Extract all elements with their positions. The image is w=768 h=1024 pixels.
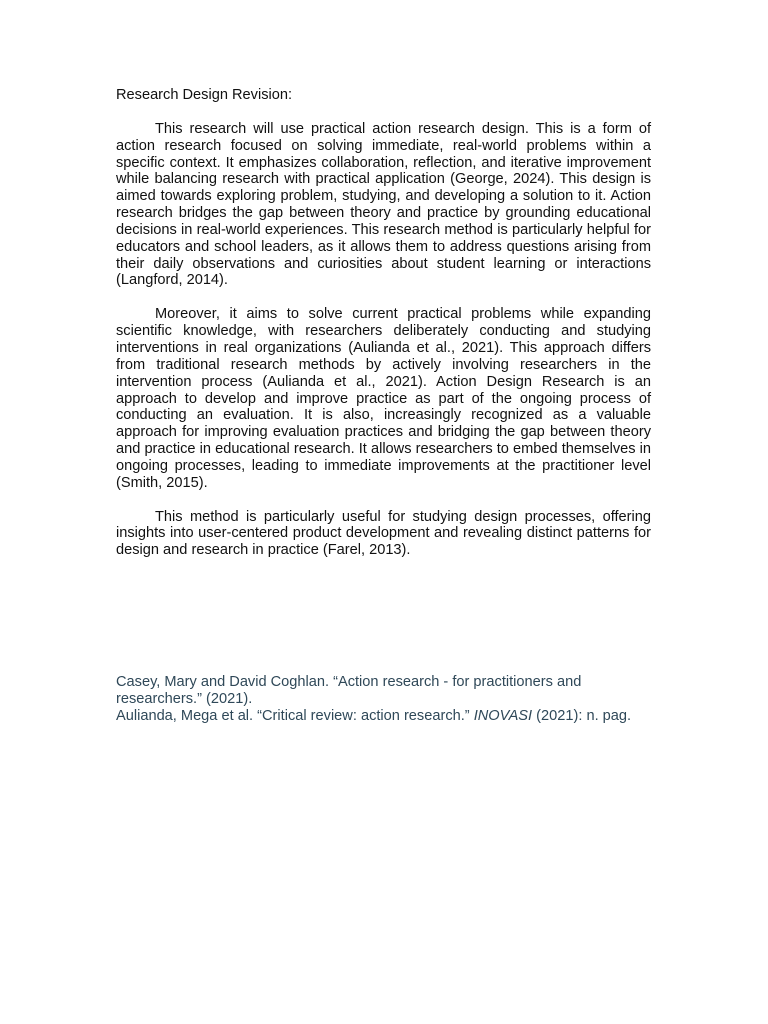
reference-aulianda-journal: INOVASI: [473, 707, 533, 724]
reference-aulianda-prefix: Aulianda, Mega et al. “Critical review: action research.”: [116, 707, 474, 724]
reference-list: [116, 674, 651, 725]
reference-aulianda-suffix: (2021): n. pag.: [532, 707, 632, 724]
document-body: [116, 87, 651, 576]
reference-aulianda: [116, 708, 651, 725]
reference-casey: Casey, Mary and David Coghlan. “Action research - for practitioners and researchers.” (2021).: [116, 674, 582, 707]
section-heading: Research Design Revision:: [116, 87, 293, 103]
paragraph-2: Moreover, it aims to solve current practical problems while expanding scientific knowledge, with researchers deliberately conducting and studying interventions in real organizations (Aulianda et al., 2021). This approach differs from traditional research methods by actively involving researchers in the intervention process (Aulianda et al., 2021). Action Design Research is an approach to develop and improve practice as part of the ongoing process of conducting an evaluation. It is also, increasingly recognized as a valuable approach for improving evaluation practices and bridging the gap between theory and practice in educational research. It allows researchers to embed themselves in ongoing processes, leading to immediate improvements at the practitioner level (Smith, 2015).: [116, 306, 651, 491]
paragraph-1: This research will use practical action research design. This is a form of action research focused on solving immediate, real-world problems within a specific context. It emphasizes collaboration, reflection, and iterative improvement while balancing research with practical application (George, 2024). This design is aimed towards exploring problem, studying, and developing a solution to it. Action research bridges the gap between theory and practice by grounding educational decisions in real-world experiences. This research method is particularly helpful for educators and school leaders, as it allows them to address questions arising from their daily observations and curiosities about student learning or interactions (Langford, 2014).: [116, 120, 651, 289]
paragraph-3: This method is particularly useful for studying design processes, offering insights into user-centered product development and revealing distinct patterns for design and research in practice (Farel, 2013).: [116, 508, 651, 559]
